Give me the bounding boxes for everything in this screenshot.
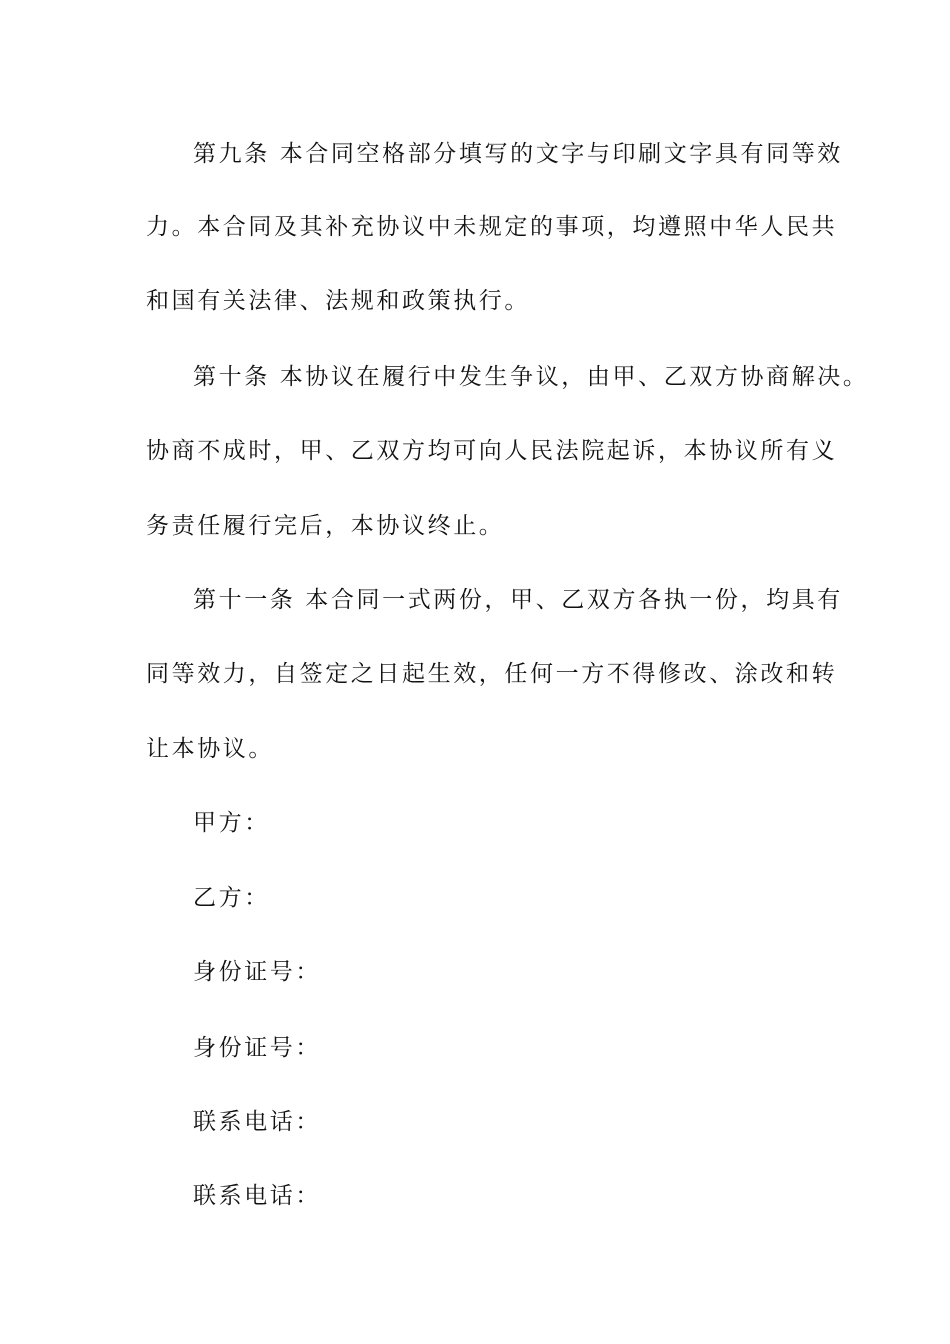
article-10-line-2: 协商不成时，甲、乙双方均可向人民法院起诉，本协议所有义 [146,438,838,464]
party-a-label: 甲方： [193,810,270,836]
party-b-label: 乙方： [193,885,270,911]
party-a-id-number-label: 身份证号： [193,959,321,985]
article-10-line-1: 第十条 本协议在履行中发生争议，由甲、乙双方协商解决。 [193,364,869,390]
party-b-id-number-label: 身份证号： [193,1035,321,1061]
article-11-line-1: 第十一条 本合同一式两份，甲、乙双方各执一份，均具有 [193,587,843,613]
article-9-line-3: 和国有关法律、法规和政策执行。 [146,288,530,314]
article-11-line-2: 同等效力，自签定之日起生效，任何一方不得修改、涂改和转 [146,661,838,687]
party-a-phone-label: 联系电话： [193,1109,321,1135]
article-9-line-2: 力。本合同及其补充协议中未规定的事项，均遵照中华人民共 [146,214,838,240]
article-10-line-3: 务责任履行完后，本协议终止。 [146,513,505,539]
article-11-line-3: 让本协议。 [146,736,274,762]
party-b-phone-label: 联系电话： [193,1183,321,1209]
article-9-line-1: 第九条 本合同空格部分填写的文字与印刷文字具有同等效 [193,141,843,167]
